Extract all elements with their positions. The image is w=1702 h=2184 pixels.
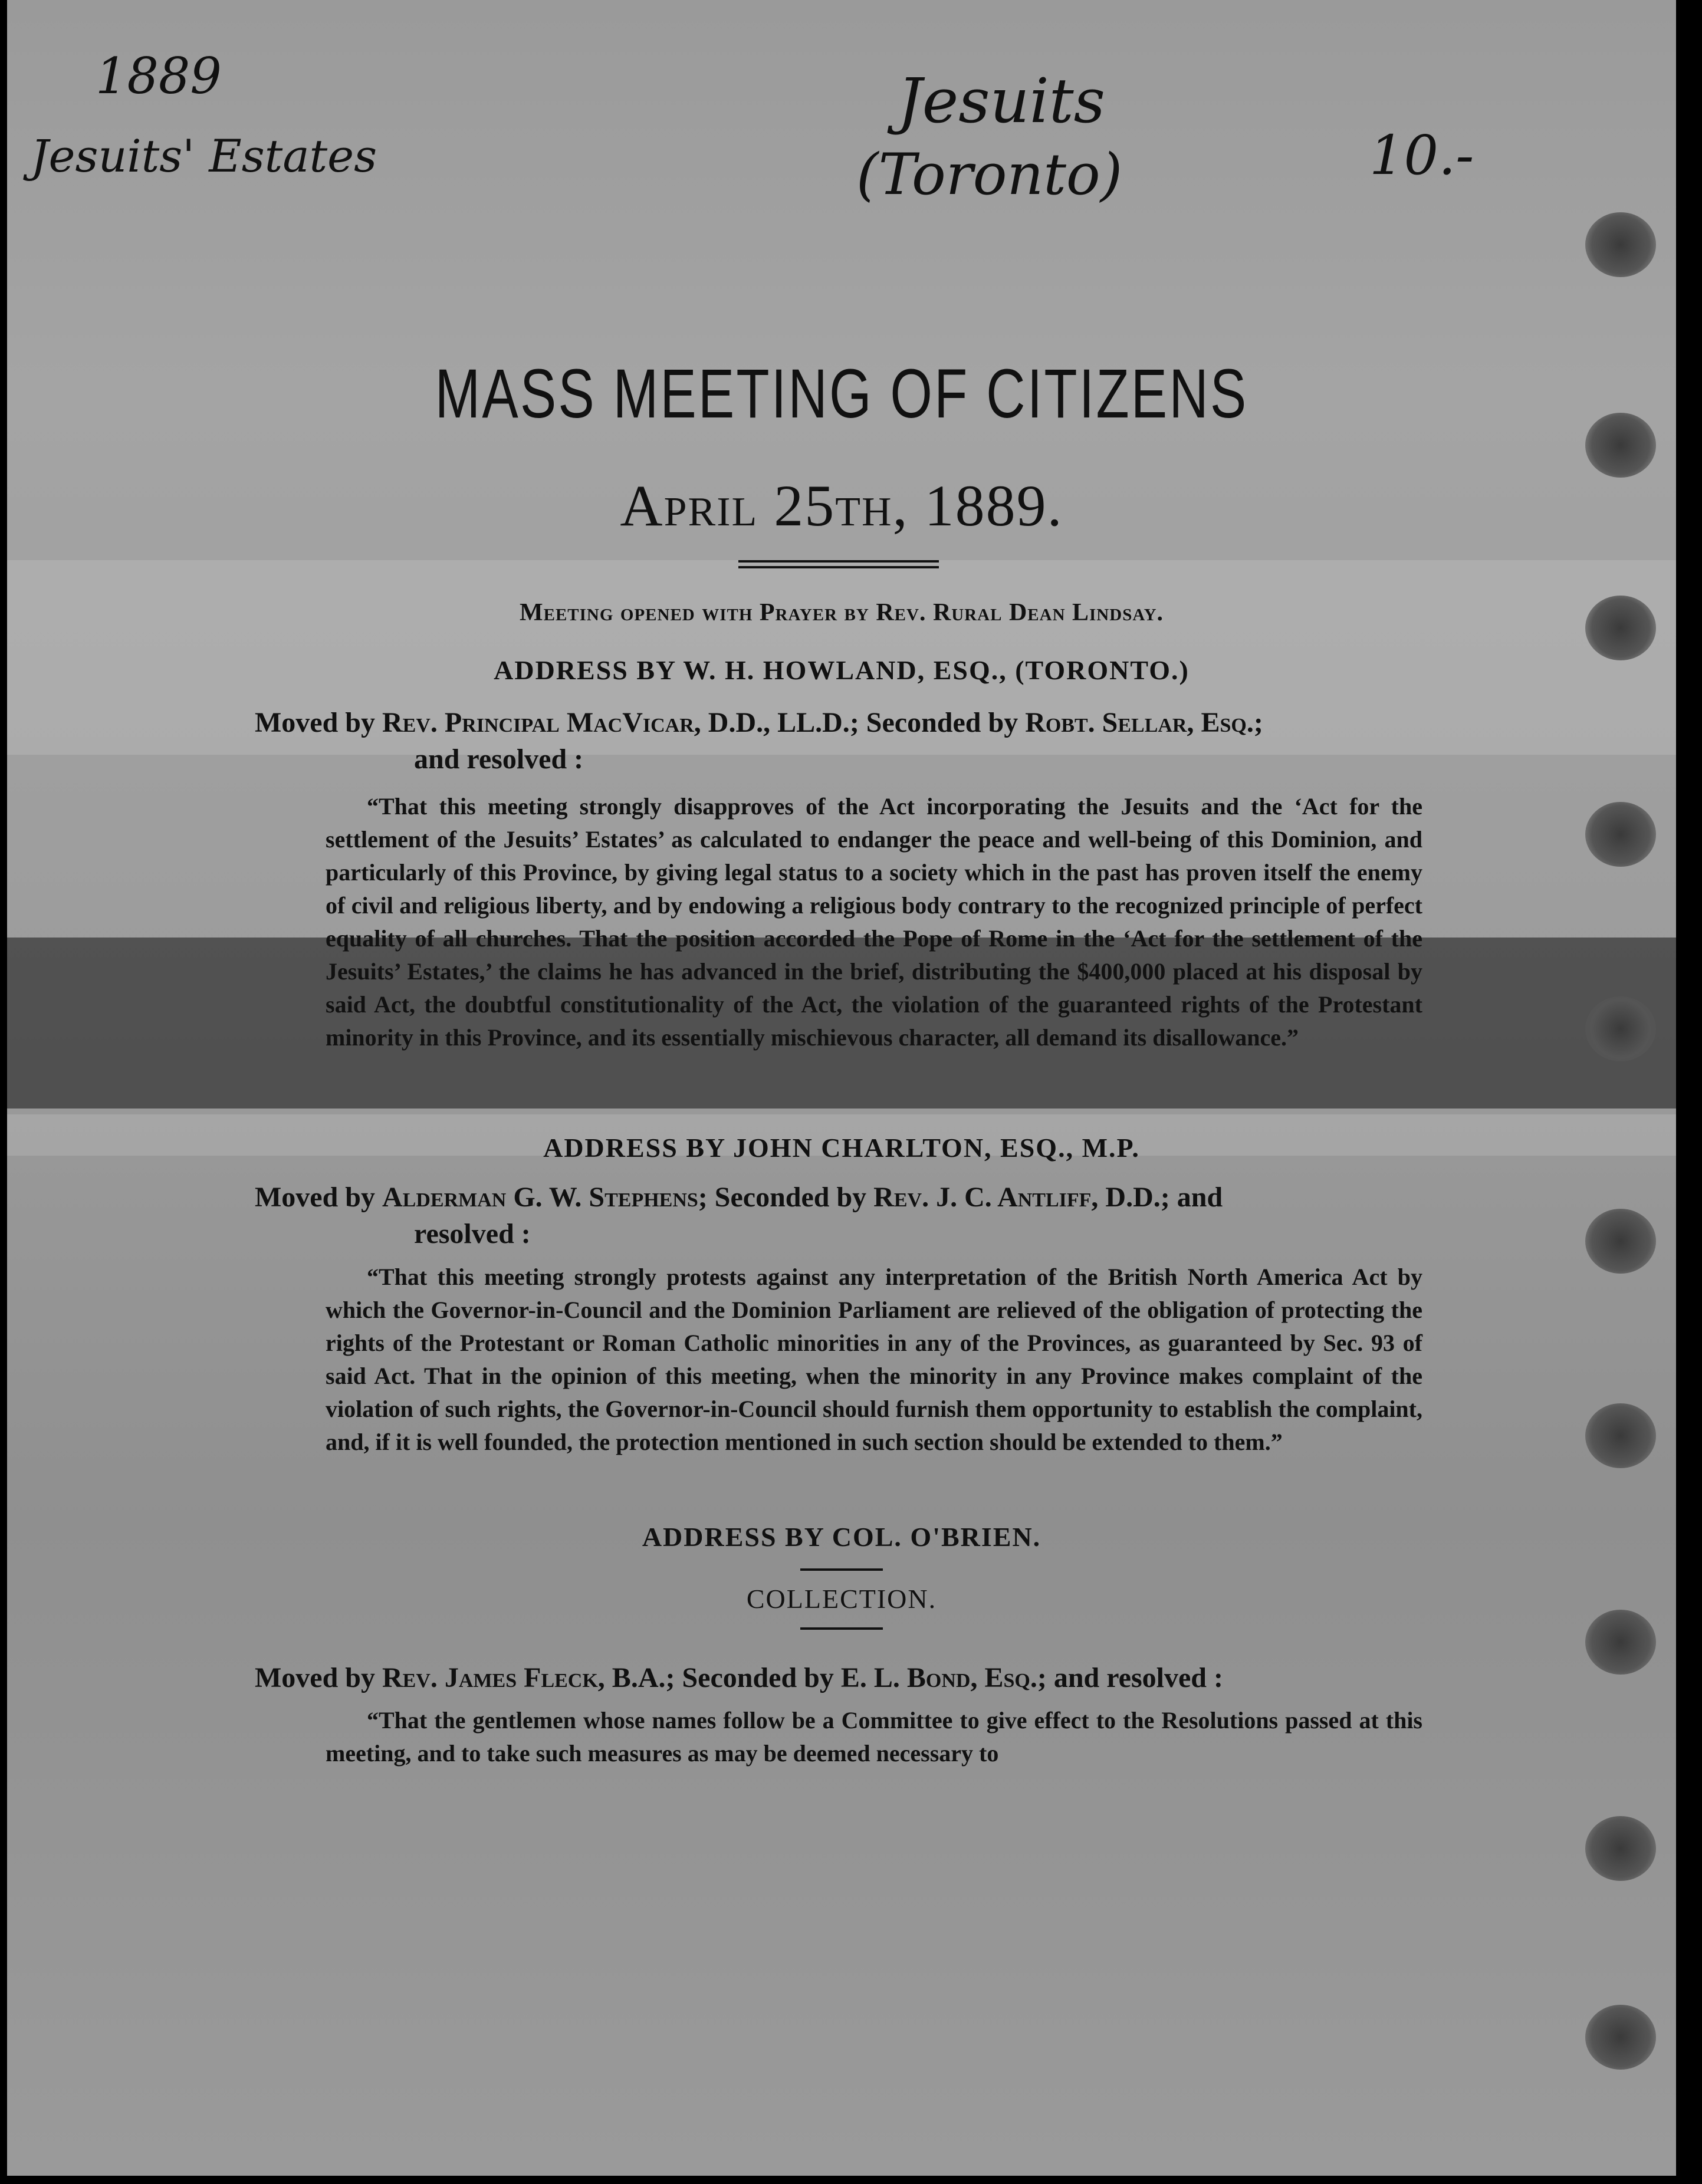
resolution-1-text: “That this meeting strongly disapproves of the Act incorporating the Jesuits and the ‘Act for the settlement of the Jesuits’ Estates’ as calculated to endanger the peace and well-being of this Dominion, and particularly of this Province, by giving legal status to a society which in the past has proven itself the enemy of civil and religious liberty, and by endowing a religious body contrary to the recognized principle of perfect equality of all churches. That the position accorded the Pope of Rome in the ‘Act for the settlement of the Jesuits’ Estates,’ the claims he has advanced in the brief, distributing the $400,000 placed at his disposal by said Act, the doubtful constitutionality of the Act, the violation of the guaranteed rights of the Protestant minority in this Province, and its essentially mischievous character, all demand its disallowance.” bbox=[326, 793, 1422, 1051]
motion-3 bbox=[255, 1660, 1464, 1696]
handwritten-topic: Jesuits bbox=[898, 65, 1106, 137]
punch-hole-mark bbox=[1585, 1610, 1656, 1675]
moved-by-label: Moved by bbox=[255, 707, 375, 738]
resolution-1 bbox=[326, 790, 1422, 1054]
title-rule bbox=[738, 566, 939, 568]
handwritten-subject: Jesuits' Estates bbox=[31, 130, 377, 182]
punch-hole-mark bbox=[1585, 413, 1656, 478]
seconder-name: E. L. Bond, Esq. bbox=[840, 1662, 1037, 1693]
meeting-date: April 25th, 1889. bbox=[620, 473, 1063, 538]
punch-hole-mark bbox=[1585, 1816, 1656, 1881]
resolved-label: and resolved : bbox=[414, 744, 584, 775]
punch-hole-mark bbox=[1585, 1209, 1656, 1274]
seconder-name: Robt. Sellar, Esq. bbox=[1025, 707, 1254, 738]
punch-hole-mark bbox=[1585, 212, 1656, 277]
section-rule bbox=[800, 1568, 883, 1571]
mover-name: Alderman G. W. Stephens bbox=[382, 1182, 698, 1213]
resolution-2 bbox=[326, 1261, 1422, 1459]
handwritten-price: 10.- bbox=[1369, 124, 1474, 187]
motion-suffix: ; and bbox=[1160, 1182, 1223, 1213]
punch-hole-mark bbox=[1585, 1403, 1656, 1468]
resolved-label: resolved : bbox=[414, 1218, 531, 1249]
motion-suffix: ; bbox=[1253, 707, 1263, 738]
punch-hole-mark bbox=[1585, 2005, 1656, 2070]
collection-heading: COLLECTION. bbox=[746, 1584, 937, 1614]
handwritten-year: 1889 bbox=[96, 47, 222, 105]
section-rule bbox=[800, 1627, 883, 1630]
motion-1 bbox=[255, 705, 1434, 778]
resolution-3-text: “That the gentlemen whose names follow be a Committee to give effect to the Resolutions passed at this meeting, and to take such measures as may be deemed necessary to bbox=[326, 1707, 1422, 1767]
mover-name: Rev. Principal MacVicar, D.D., LL.D. bbox=[382, 707, 850, 738]
page-title: MASS MEETING OF CITIZENS bbox=[435, 355, 1248, 433]
moved-by-label: Moved by bbox=[255, 1662, 375, 1693]
resolution-2-text: “That this meeting strongly protests against any interpretation of the British North America Act by which the Governor-in-Council and the Dominion Parliament are relieved of the obligation of protecting the rights of the Protestant or Roman Catholic minorities in any of the Provinces, as guaranteed by Sec. 93 of said Act. That in the opinion of this meeting, when the minority in any Province makes complaint of the violation of such rights, the Governor-in-Council should furnish them opportunity to establish the complaint, and, if it is well founded, the protection mentioned in such section should be extended to them.” bbox=[326, 1264, 1422, 1455]
mover-name: Rev. James Fleck, B.A. bbox=[382, 1662, 666, 1693]
address-howland: ADDRESS BY W. H. HOWLAND, ESQ., (TORONTO.) bbox=[494, 655, 1190, 685]
handwritten-location: (Toronto) bbox=[856, 142, 1123, 208]
opening-prayer: Meeting opened with Prayer by Rev. Rural Dean Lindsay. bbox=[519, 599, 1164, 626]
seconded-by-label: ; Seconded by bbox=[698, 1182, 867, 1213]
title-rule bbox=[738, 560, 939, 563]
punch-hole-mark bbox=[1585, 802, 1656, 867]
document-page bbox=[7, 0, 1676, 2176]
resolution-3 bbox=[326, 1704, 1422, 1770]
address-obrien: ADDRESS BY COL. O'BRIEN. bbox=[642, 1522, 1041, 1552]
motion-2 bbox=[255, 1179, 1434, 1252]
seconded-by-label: ; Seconded by bbox=[849, 707, 1018, 738]
motion-suffix: ; and resolved : bbox=[1037, 1662, 1223, 1693]
punch-hole-mark bbox=[1585, 996, 1656, 1061]
seconder-name: Rev. J. C. Antliff, D.D. bbox=[873, 1182, 1161, 1213]
address-charlton: ADDRESS BY JOHN CHARLTON, ESQ., M.P. bbox=[543, 1133, 1140, 1163]
seconded-by-label: ; Seconded by bbox=[665, 1662, 834, 1693]
moved-by-label: Moved by bbox=[255, 1182, 375, 1213]
